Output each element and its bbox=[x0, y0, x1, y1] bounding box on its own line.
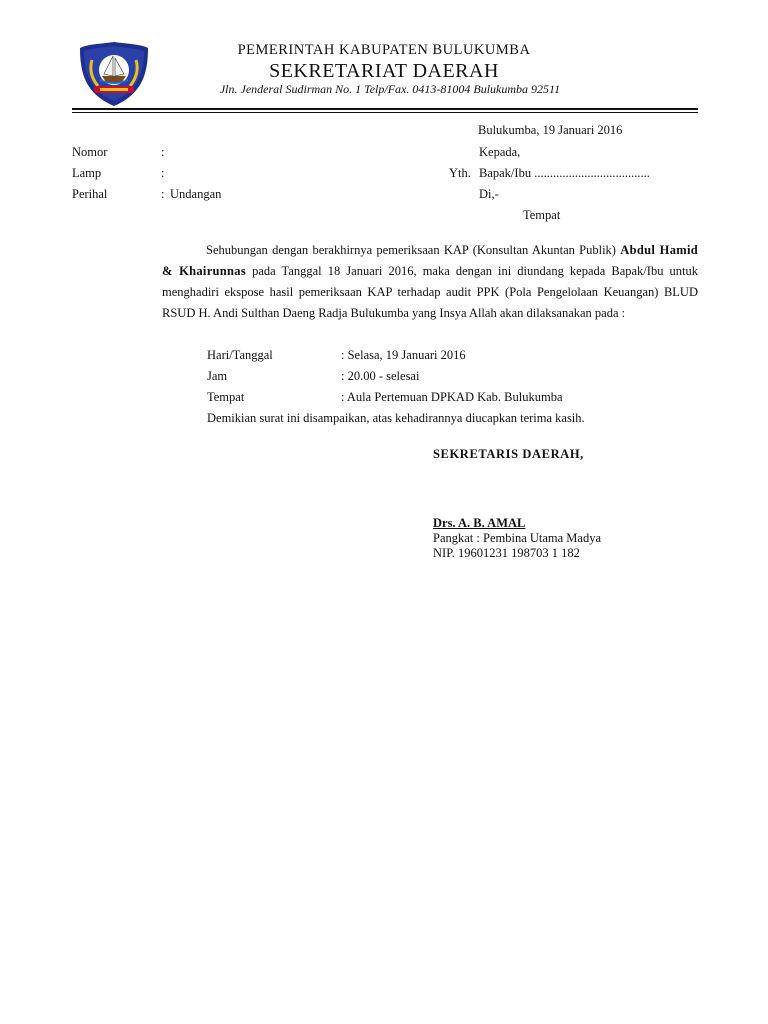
field-label-perihal: Perihal bbox=[72, 187, 108, 201]
signatory-nip: NIP. 19601231 198703 1 182 bbox=[433, 546, 580, 560]
letterhead-divider-thin bbox=[72, 112, 698, 113]
recipient-name: Bapak/Ibu ..................................... bbox=[479, 166, 650, 180]
recipient-yth: Yth. bbox=[449, 166, 471, 180]
signatory-title: SEKRETARIS DAERAH, bbox=[433, 447, 584, 461]
letterhead-address: Jln. Jenderal Sudirman No. 1 Telp/Fax. 0413-81004 Bulukumba 92511 bbox=[219, 82, 561, 96]
schedule-label-place: Tempat bbox=[207, 390, 245, 404]
letterhead-government-name: PEMERINTAH KABUPATEN BULUKUMBA bbox=[237, 42, 531, 58]
field-colon-lamp: : bbox=[161, 166, 165, 180]
recipient-kepada: Kepada, bbox=[479, 145, 521, 159]
body-paragraph bbox=[162, 240, 698, 324]
closing-sentence: Demikian surat ini disampaikan, atas kehadirannya diucapkan terima kasih. bbox=[207, 411, 585, 425]
schedule-label-time: Jam bbox=[207, 369, 228, 383]
schedule-value-place: : Aula Pertemuan DPKAD Kab. Bulukumba bbox=[341, 390, 563, 404]
signatory-rank: Pangkat : Pembina Utama Madya bbox=[433, 531, 602, 545]
schedule-value-time: : 20.00 - selesai bbox=[341, 369, 420, 383]
schedule-value-date: : Selasa, 19 Januari 2016 bbox=[341, 348, 466, 362]
auditor-names: Abdul Hamid & Khairunnas bbox=[162, 243, 698, 278]
field-colon-perihal: : bbox=[161, 187, 165, 201]
letterhead-office-name: SEKRETARIAT DAERAH bbox=[269, 60, 499, 82]
place-date: Bulukumba, 19 Januari 2016 bbox=[478, 123, 623, 137]
recipient-di: Di,- bbox=[479, 187, 499, 201]
field-label-nomor: Nomor bbox=[72, 145, 108, 159]
field-colon-nomor: : bbox=[161, 145, 165, 159]
bulukumba-regency-emblem-icon bbox=[78, 40, 150, 108]
recipient-tempat: Tempat bbox=[523, 208, 561, 222]
signatory-name: Drs. A. B. AMAL bbox=[433, 516, 526, 530]
field-label-lamp: Lamp bbox=[72, 166, 102, 180]
field-value-perihal: Undangan bbox=[170, 187, 222, 201]
schedule-label-date: Hari/Tanggal bbox=[207, 348, 273, 362]
body-paragraph-intro: Sehubungan dengan berakhirnya pemeriksaan KAP (Konsultan Akuntan Publik) bbox=[206, 243, 616, 257]
letterhead-divider bbox=[72, 108, 698, 110]
body-paragraph-rest: pada Tanggal 18 Januari 2016, maka dengan ini diundang kepada Bapak/Ibu untuk menghadiri ekspose hasil pemeriksaan KAP terhadap audit PPK (Pola Pengelolaan Keuangan) BLUD RSUD H. Andi Sulthan Daeng Radja Bulukumba yang Insya Allah akan dilaksanakan pada : bbox=[162, 264, 699, 320]
